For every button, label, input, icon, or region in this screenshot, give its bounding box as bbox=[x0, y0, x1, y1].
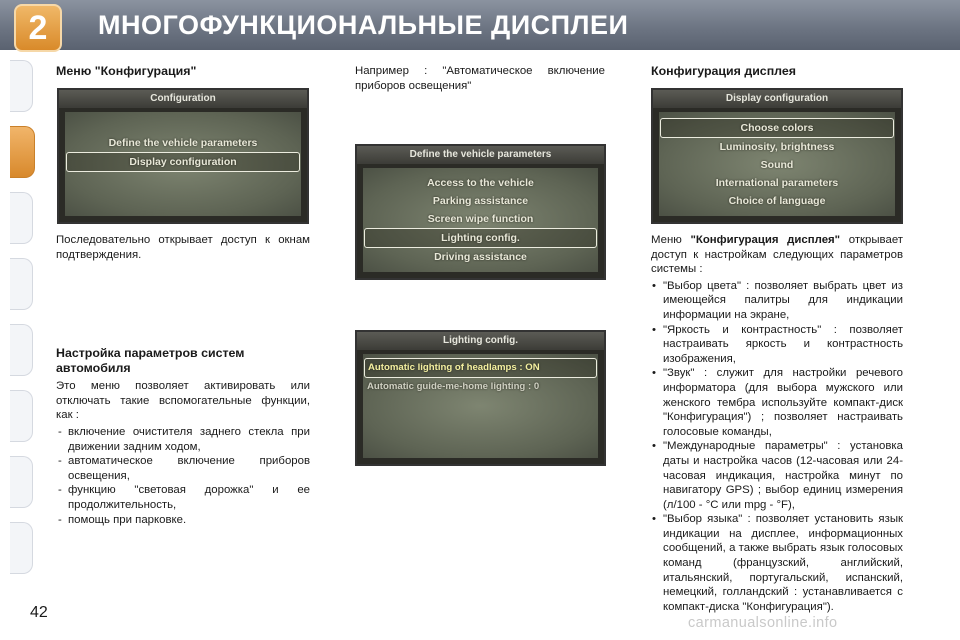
column-3-text bbox=[651, 233, 903, 614]
screen-title: Configuration bbox=[59, 90, 307, 108]
page-number: 42 bbox=[30, 604, 48, 621]
list-item: - автоматическое включение приборов освещения, bbox=[56, 454, 310, 483]
list-item: • "Яркость и контрастность" : позволяет настраивать яркость и контрастность изображения, bbox=[651, 323, 903, 367]
screen-menu bbox=[363, 354, 598, 458]
menu-item: Choice of language bbox=[728, 195, 826, 207]
chapter-header bbox=[0, 0, 960, 50]
section-heading-display-configuration: Конфигурация дисплея bbox=[651, 64, 797, 78]
screen-menu bbox=[659, 112, 895, 216]
side-tab bbox=[10, 456, 33, 508]
menu-item: International parameters bbox=[715, 177, 839, 189]
side-tab bbox=[10, 192, 33, 244]
side-tab bbox=[10, 258, 33, 310]
list-item: • "Выбор цвета" : позволяет выбрать цвет из имеющейся палитры для индикации информации на экране, bbox=[651, 279, 903, 323]
side-tab bbox=[10, 390, 33, 442]
intro-prefix: Меню bbox=[651, 234, 682, 246]
column-1-section bbox=[56, 346, 310, 527]
chapter-side-tabs bbox=[0, 60, 34, 580]
side-tab bbox=[10, 324, 33, 376]
paragraph: Это меню позволяет активировать или отключать такие вспомогательные функции, как : bbox=[56, 380, 310, 422]
side-tab bbox=[10, 522, 33, 574]
screen-title: Display configuration bbox=[653, 90, 901, 108]
chapter-title: МНОГОФУНКЦИОНАЛЬНЫЕ ДИСПЛЕИ bbox=[98, 10, 629, 40]
example-paragraph: Например : "Автоматическое включение приборов освещения" bbox=[355, 65, 605, 92]
screen-title: Define the vehicle parameters bbox=[357, 146, 604, 164]
column-3 bbox=[651, 64, 903, 79]
menu-item: Access to the vehicle bbox=[427, 177, 534, 189]
menu-item-selected: Lighting config. bbox=[364, 228, 597, 248]
column-1 bbox=[56, 64, 310, 79]
chapter-number-badge: 2 bbox=[14, 4, 62, 52]
watermark: carmanualsonline.info bbox=[688, 615, 838, 631]
menu-item: Sound bbox=[760, 159, 794, 171]
menu-item: Automatic guide-me-home lighting : 0 bbox=[367, 381, 540, 392]
menu-item: Define the vehicle parameters bbox=[108, 137, 258, 149]
screen-title: Lighting config. bbox=[357, 332, 604, 350]
menu-item: Screen wipe function bbox=[427, 213, 534, 225]
menu-item-selected: Display configuration bbox=[66, 152, 300, 172]
screen-menu bbox=[363, 168, 598, 272]
configuration-screen bbox=[57, 88, 309, 224]
feature-list bbox=[56, 425, 310, 527]
section-heading-vehicle-parameters: Настройка параметров систем автомобиля bbox=[56, 346, 245, 375]
settings-list bbox=[651, 279, 903, 615]
paragraph bbox=[651, 233, 903, 277]
menu-item: Driving assistance bbox=[434, 251, 527, 263]
display-configuration-screen bbox=[651, 88, 903, 224]
column-2 bbox=[355, 64, 605, 93]
list-item: • "Международные параметры" : установка даты и настройка часов (12-часовая или 24-часовая индикация, настройка минут по навигатору GPS) ; выбор единиц измерения (л/100 - °C или mpg - °F), bbox=[651, 439, 903, 512]
menu-item: Luminosity, brightness bbox=[719, 141, 835, 153]
intro-suffix: открывает доступ к настройкам следующих параметров системы : bbox=[651, 234, 903, 276]
side-tab bbox=[10, 60, 33, 112]
intro-menu-name: "Конфигурация дисплея" bbox=[690, 234, 841, 246]
paragraph: Последовательно открывает доступ к окнам подтверждения. bbox=[56, 234, 310, 261]
menu-item-selected: Choose colors bbox=[660, 118, 894, 138]
column-1-text bbox=[56, 233, 310, 262]
list-item: - помощь при парковке. bbox=[56, 513, 310, 528]
section-heading-configuration-menu: Меню "Конфигурация" bbox=[56, 64, 197, 78]
list-item: - включение очистителя заднего стекла при движении задним ходом, bbox=[56, 425, 310, 454]
lighting-config-screen bbox=[355, 330, 606, 466]
menu-item-selected: Automatic lighting of headlamps : ON bbox=[364, 358, 597, 378]
list-item: - функцию "световая дорожка" и ее продолжительность, bbox=[56, 483, 310, 512]
side-tab-active bbox=[10, 126, 35, 178]
vehicle-parameters-screen bbox=[355, 144, 606, 280]
list-item: • "Звук" : служит для настройки речевого информатора (для выбора мужского или женского тембра используйте компакт-диск "Конфигурация") ; позволяет настраивать голосовые команды, bbox=[651, 366, 903, 439]
list-item: • "Выбор языка" : позволяет установить язык индикации на дисплее, информационных сообщений, а также выбрать язык голосовых команд (французский, английский, итальянский, португальский, испанский, немецкий, голландский : устанавливается с компакт-диска "Конфигурация"). bbox=[651, 512, 903, 614]
screen-menu bbox=[65, 112, 301, 216]
menu-item: Parking assistance bbox=[432, 195, 529, 207]
